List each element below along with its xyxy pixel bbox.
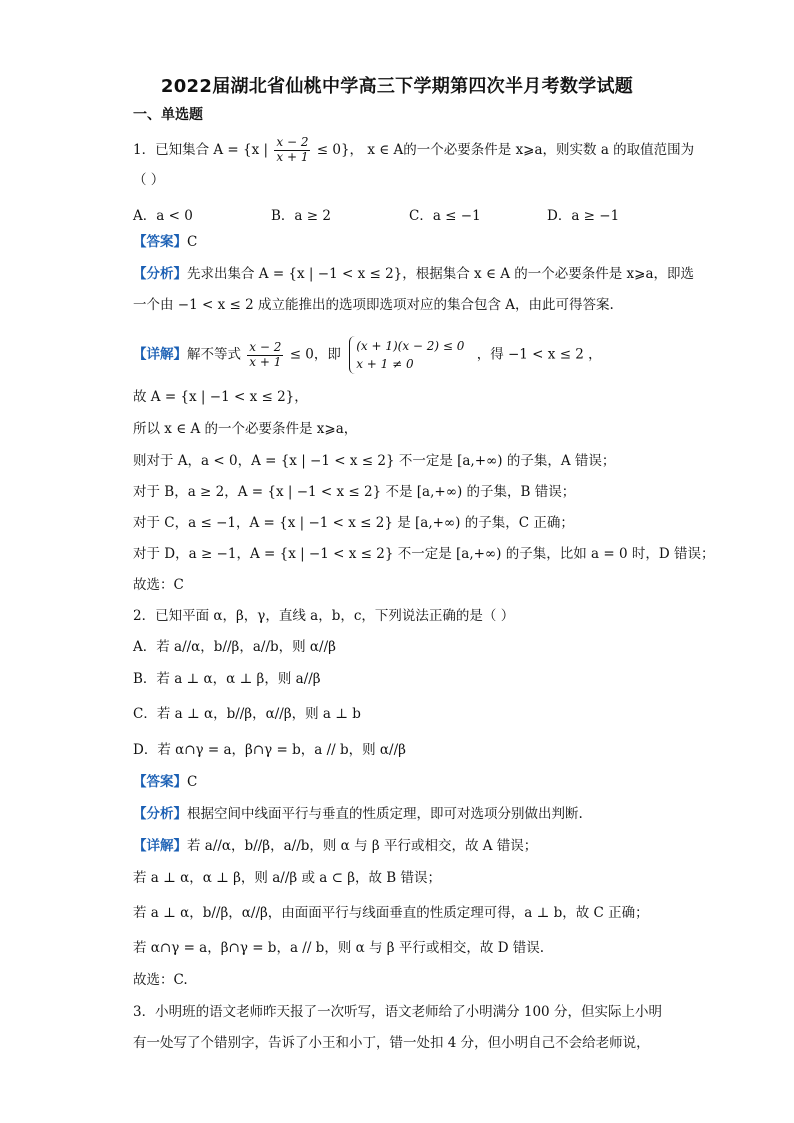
q1-paren: （ ） [133,172,165,188]
answer-tag: 【答案】 [133,234,187,250]
q1-frac-den: x + 1 [276,149,309,164]
q1-detail-frac-num: x − 2 [249,339,282,354]
q1-set-left: A = {x | [213,141,269,158]
q1-detail-line: 则对于 A，a < 0，A = {x | −1 < x ≤ 2} 不一定是 [a,+∞) 的子集，A 错误； [133,453,616,469]
q1-inequality-system [349,336,468,374]
q1-option-d: D．a ≥ −1 [547,208,620,224]
q2-option-a: A．若 a//α，b//β，a//b，则 α//β [133,639,336,655]
q2-detail-line: 若 α∩γ = a，β∩γ = b，a // b，则 α 与 β 平行或相交，故 D 错误. [133,940,545,956]
q3-stem-line-1: 3．小明班的语文老师昨天报了一次听写，语文老师给了小明满分 100 分，但实际上小明 [133,1004,662,1020]
q2-detail-line: 若 a ⊥ α，α ⊥ β，则 a//β 或 a ⊂ β，故 B 错误； [133,870,442,886]
q1-detail-line: 所以 x ∈ A 的一个必要条件是 x⩾a， [133,421,358,437]
q2-answer-value: C [187,774,198,790]
q1-conclusion: 故选：C [133,577,184,593]
exam-title: 2022届湖北省仙桃中学高三下学期第四次半月考数学试题 [160,76,634,97]
q1-option-c: C．a ≤ −1 [409,208,481,224]
q2-answer [133,776,197,790]
q1-answer [133,236,197,250]
q1-detail-line: 对于 C，a ≤ −1，A = {x | −1 < x ≤ 2} 是 [a,+∞) 的子集，C 正确； [133,515,574,531]
q2-analysis [133,808,583,822]
answer-tag: 【答案】 [133,774,187,790]
q1-answer-value: C [187,234,198,250]
q1-stem-text-2: x ∈ A的一个必要条件是 x⩾a，则实数 a 的取值范围为 [367,141,695,158]
detail-tag: 【详解】 [133,838,187,854]
q1-system-line-1: (x + 1)(x − 2) ≤ 0 [356,339,465,353]
q1-detail [133,336,602,374]
q1-system-line-2: x + 1 ≠ 0 [356,357,414,371]
q1-analysis-line-1: 先求出集合 A = {x | −1 < x ≤ 2}，根据集合 x ∈ A 的一个必要条件是 x⩾a，即选 [187,266,695,282]
q1-detail-line: 对于 B，a ≥ 2，A = {x | −1 < x ≤ 2} 不是 [a,+∞) 的子集，B 错误； [133,484,576,500]
q2-analysis-text: 根据空间中线面平行与垂直的性质定理，即可对选项分别做出判断. [187,806,583,822]
analysis-tag: 【分析】 [133,266,187,282]
q1-stem-text: 1．已知集合 [133,141,210,158]
q2-stem: 2．已知平面 α，β，γ，直线 a，b，c，下列说法正确的是（ ） [133,608,515,624]
q2-detail [133,840,537,854]
q2-option-b: B．若 a ⊥ α，α ⊥ β，则 a//β [133,671,321,687]
q1-option-a: A．a < 0 [133,208,193,224]
q3-stem-line-2: 有一处写了个错别字，告诉了小王和小丁，错一处扣 4 分，但小明自己不会给老师说， [133,1035,650,1051]
q1-frac-num: x − 2 [276,135,309,149]
q1-detail-line: 故 A = {x | −1 < x ≤ 2}， [133,389,308,405]
q1-detail-line: 对于 D，a ≥ −1，A = {x | −1 < x ≤ 2} 不一定是 [a,+∞) 的子集，比如 a = 0 时，D 错误； [133,546,715,562]
q1-detail-frac-den: x + 1 [249,354,282,369]
detail-tag: 【详解】 [133,346,187,363]
analysis-tag: 【分析】 [133,806,187,822]
q1-detail-text: 解不等式 [187,346,241,363]
q1-detail-text-2: ≤ 0，即 [289,346,341,363]
q2-detail-line-1: 若 a//α，b//β，a//b，则 α 与 β 平行或相交，故 A 错误； [187,838,538,854]
q2-option-c: C．若 a ⊥ α，b//β，α//β，则 a ⊥ b [133,706,361,722]
q1-analysis [133,268,694,282]
q2-conclusion: 故选：C. [133,972,188,988]
q1-detail-fraction [247,341,283,370]
q2-option-d: D．若 α∩γ = a，β∩γ = b，a // b，则 α//β [133,742,406,758]
q1-analysis-line-2: 一个由 −1 < x ≤ 2 成立能推出的选项即选项对应的集合包含 A，由此可得答案. [133,297,614,313]
q2-detail-line: 若 a ⊥ α，b//β，α//β，由面面平行与线面垂直的性质定理可得，a ⊥ b，故 C 正确； [133,905,649,921]
q1-stem [133,136,694,165]
section-heading: 一、单选题 [133,107,203,123]
q1-option-b: B．a ≥ 2 [271,208,331,224]
q1-set-right: ≤ 0}， [316,141,364,158]
q1-detail-text-3: ，得 −1 < x ≤ 2 ， [476,346,602,363]
q1-fraction [274,136,310,165]
